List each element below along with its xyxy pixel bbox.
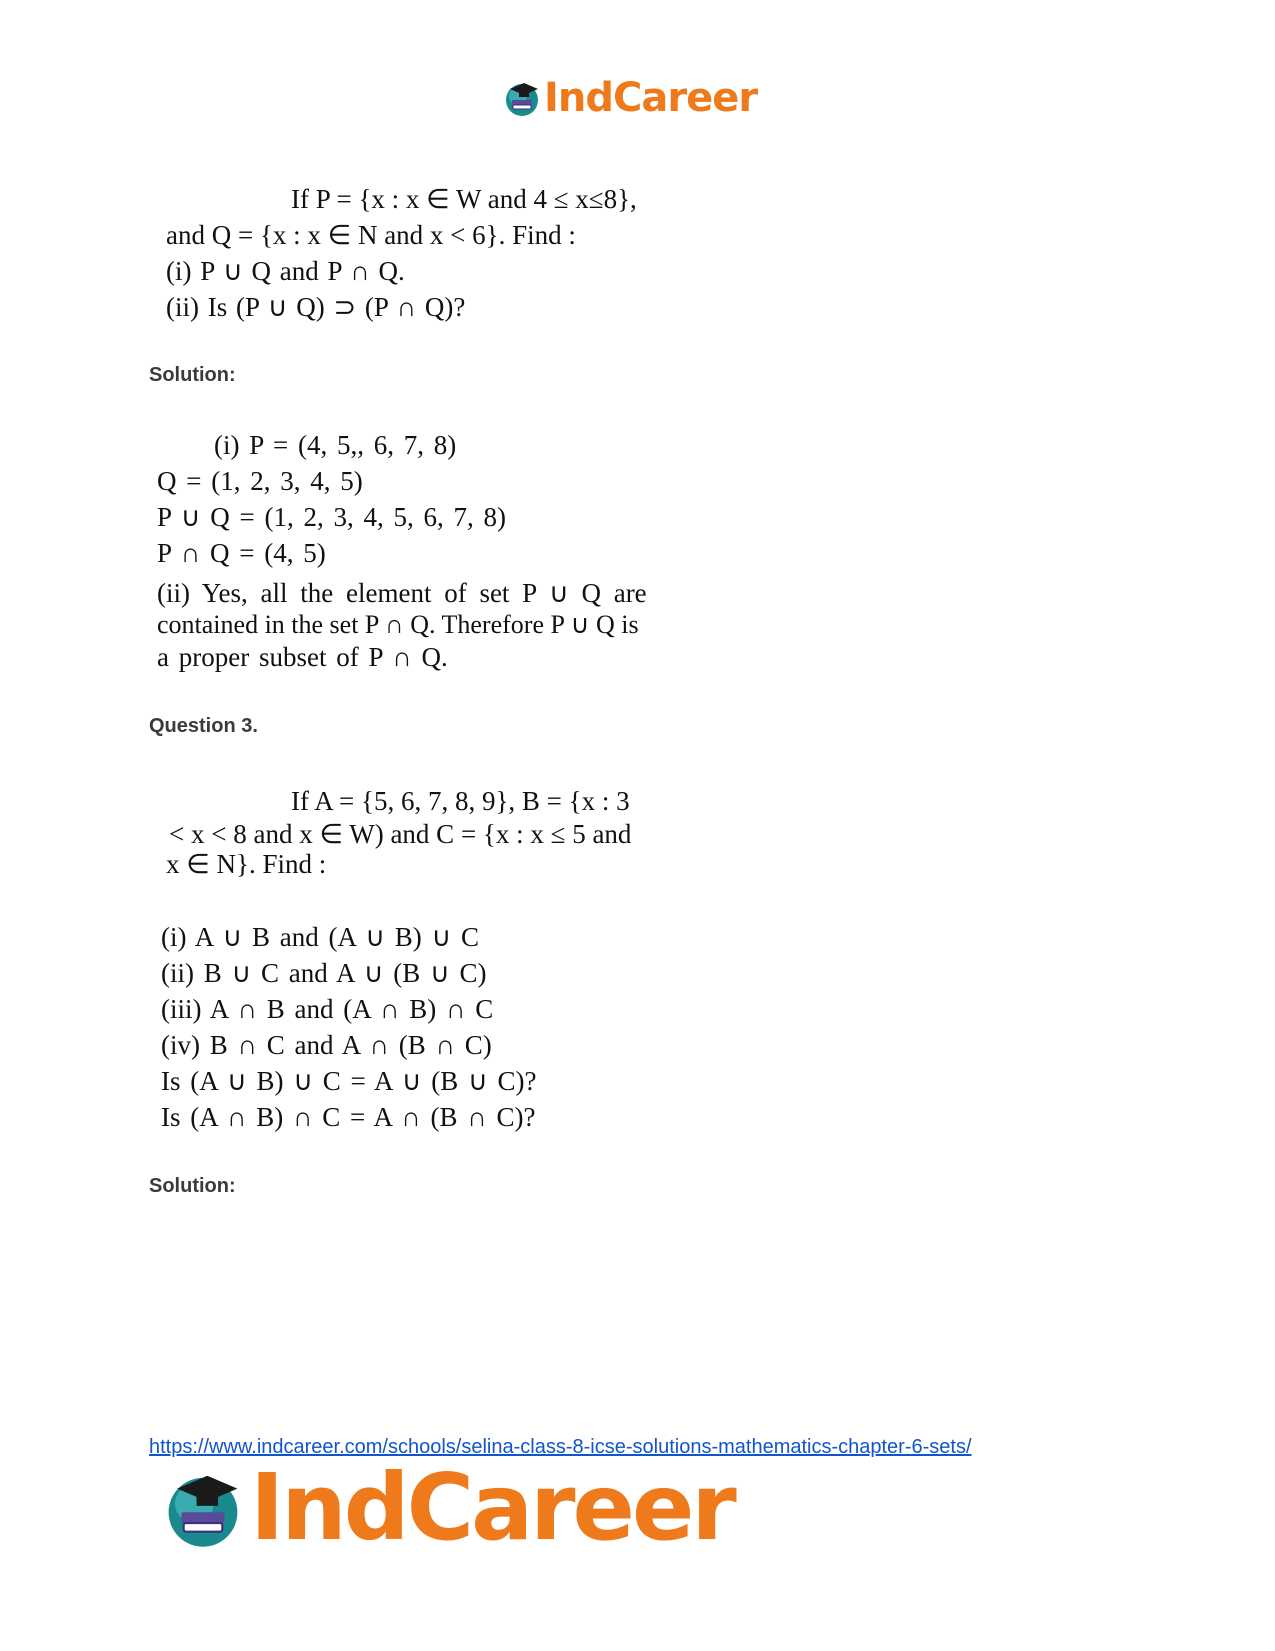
graduation-globe-icon bbox=[160, 1465, 246, 1551]
text-line: (iii) A ∩ B and (A ∩ B) ∩ C bbox=[161, 994, 494, 1024]
text-line: (ii) Yes, all the element of set P ∪ Q are bbox=[157, 578, 647, 608]
text-line: P ∪ Q = (1, 2, 3, 4, 5, 6, 7, 8) bbox=[157, 502, 506, 532]
text-line: (ii) B ∪ C and A ∪ (B ∪ C) bbox=[161, 958, 487, 988]
header-logo bbox=[502, 75, 758, 121]
question-3-heading: Question 3. bbox=[149, 715, 258, 737]
text-line: P ∩ Q = (4, 5) bbox=[157, 538, 326, 568]
text-line: < x < 8 and x ∈ W) and C = {x : x ≤ 5 and bbox=[169, 819, 632, 849]
text-line: (i) A ∪ B and (A ∪ B) ∪ C bbox=[161, 922, 480, 952]
text-line: (i) P ∪ Q and P ∩ Q. bbox=[166, 256, 405, 286]
text-line: (iv) B ∩ C and A ∩ (B ∩ C) bbox=[161, 1030, 492, 1060]
solution-heading: Solution: bbox=[149, 364, 236, 386]
text-line: contained in the set P ∩ Q. Therefore P ∪ Q is bbox=[157, 610, 639, 639]
text-line: If P = {x : x ∈ W and 4 ≤ x≤8}, bbox=[291, 184, 637, 214]
graduation-globe-icon bbox=[502, 78, 542, 118]
text-line: Is (A ∪ B) ∪ C = A ∪ (B ∪ C)? bbox=[161, 1066, 537, 1096]
text-line: Is (A ∩ B) ∩ C = A ∩ (B ∩ C)? bbox=[161, 1102, 536, 1132]
source-link[interactable]: https://www.indcareer.com/schools/selina-class-8-icse-solutions-mathematics-chapter-6-sets/ bbox=[149, 1436, 972, 1458]
text-line: (i) P = (4, 5,, 6, 7, 8) bbox=[214, 430, 457, 460]
solution-heading: Solution: bbox=[149, 1175, 236, 1197]
brand-name: IndCareer bbox=[544, 75, 758, 121]
text-line: x ∈ N}. Find : bbox=[166, 849, 327, 879]
text-line: and Q = {x : x ∈ N and x < 6}. Find : bbox=[166, 220, 576, 250]
footer-logo bbox=[160, 1454, 734, 1561]
text-line: Q = (1, 2, 3, 4, 5) bbox=[157, 466, 363, 496]
text-line: a proper subset of P ∩ Q. bbox=[157, 642, 448, 672]
text-line: If A = {5, 6, 7, 8, 9}, B = {x : 3 bbox=[291, 786, 630, 816]
text-line: (ii) Is (P ∪ Q) ⊃ (P ∩ Q)? bbox=[166, 292, 466, 322]
brand-name: IndCareer bbox=[250, 1454, 734, 1561]
